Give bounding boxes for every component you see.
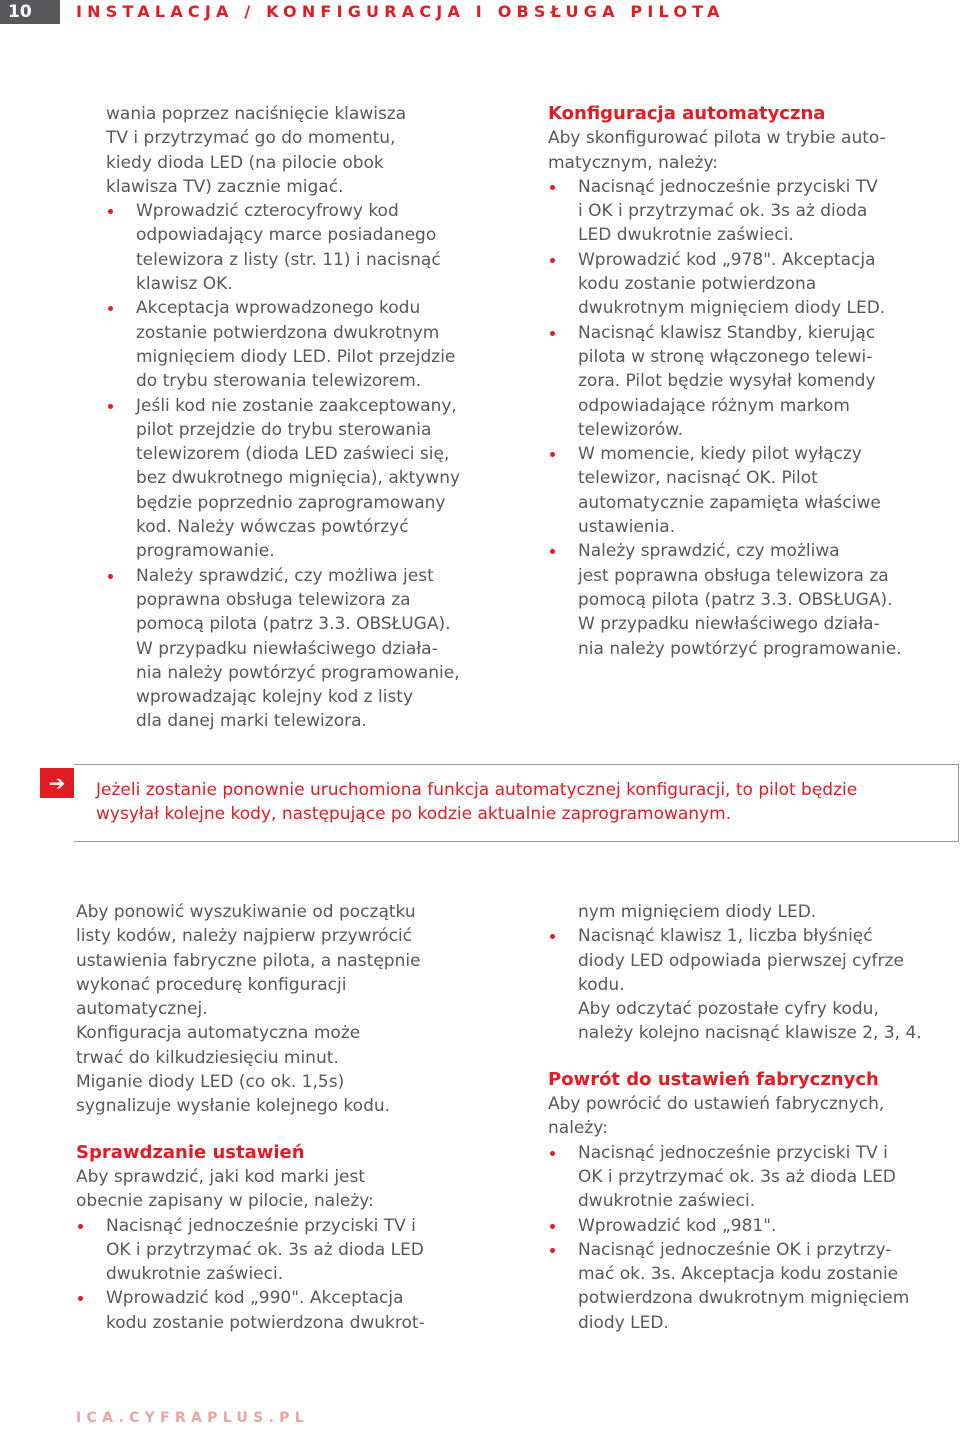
text-line: klawisza TV) zacznie migać.: [106, 176, 344, 197]
text-line: TV i przytrzymać go do momentu,: [106, 128, 396, 149]
arrow-right-icon: ➔: [40, 768, 74, 798]
bullet-list: [548, 1141, 960, 1335]
text-line: zora. Pilot będzie wysyłał komendy: [578, 371, 876, 392]
top-right-column: [548, 102, 958, 661]
bullet-list: [548, 924, 960, 1045]
text-line: wykonać procedurę konfiguracji: [76, 974, 347, 995]
text-line: i OK i przytrzymać ok. 3s aż dioda: [578, 201, 868, 222]
text-line: Nacisnąć klawisz 1, liczba błyśnięć: [578, 926, 873, 947]
note-text: [96, 778, 956, 827]
text-line: nym mignięciem diody LED.: [578, 902, 817, 922]
text-line: ustawienia fabryczne pilota, a następnie: [76, 950, 421, 971]
text-line: Konfiguracja automatyczna może: [76, 1023, 361, 1044]
text-line: mać ok. 3s. Akceptacja kodu zostanie: [578, 1264, 899, 1285]
text-line: Jeżeli zostanie ponownie uruchomiona funkcja automatycznej konfiguracji, to pilot będzie: [96, 780, 858, 800]
text-line: wysyłał kolejne kody, następujące po kodzie aktualnie zaprogramowanym.: [96, 804, 732, 825]
text-line: Wprowadzić kod „978". Akceptacja: [578, 249, 876, 270]
text-line: pilot przejdzie do trybu sterowania: [136, 419, 432, 440]
lead-paragraph: [106, 102, 516, 199]
paragraph-duration: [76, 1021, 496, 1070]
text-line: odpowiadające różnym markom: [578, 395, 850, 416]
list-item: [106, 564, 516, 734]
text-line: kod. Należy wówczas powtórzyć: [136, 517, 409, 538]
text-line: jest poprawna obsługa telewizora za: [578, 565, 889, 586]
text-line: dwukrotnym mignięciem diody LED.: [578, 298, 886, 319]
list-item: [548, 539, 958, 660]
text-line: do trybu sterowania telewizorem.: [136, 371, 422, 392]
text-line: Aby odczytać pozostałe cyfry kodu,: [578, 999, 879, 1020]
text-line: listy kodów, należy najpierw przywrócić: [76, 926, 413, 947]
text-line: trwać do kilkudziesięciu minut.: [76, 1047, 339, 1068]
text-line: odpowiadający marce posiadanego: [136, 225, 437, 246]
text-line: Aby skonfigurować pilota w trybie auto-: [548, 128, 886, 149]
text-line: telewizorem (dioda LED zaświeci się,: [136, 444, 450, 465]
text-line: telewizorów.: [578, 419, 684, 440]
text-line: Należy sprawdzić, czy możliwa: [578, 541, 840, 562]
list-item: [76, 1286, 496, 1335]
text-line: dwukrotnie zaświeci.: [578, 1191, 756, 1212]
text-line: potwierdzona dwukrotnym mignięciem: [578, 1288, 910, 1309]
text-line: wania poprzez naciśnięcie klawisza: [106, 104, 407, 124]
text-line: pomocą pilota (patrz 3.3. OBSŁUGA).: [136, 614, 451, 635]
text-line: Nacisnąć klawisz Standby, kierując: [578, 322, 876, 343]
text-line: Akceptacja wprowadzonego kodu: [136, 298, 421, 319]
text-line: dla danej marki telewizora.: [136, 711, 367, 732]
text-line: W przypadku niewłaściwego działa-: [136, 638, 438, 659]
continuation-text: [548, 900, 960, 924]
paragraph-restart: [76, 900, 496, 1021]
text-line: W przypadku niewłaściwego działa-: [578, 614, 880, 635]
text-line: sygnalizuje wysłanie kolejnego kodu.: [76, 1096, 391, 1117]
text-line: Nacisnąć jednocześnie przyciski TV i: [578, 1142, 888, 1163]
text-line: Wprowadzić kod „981".: [578, 1215, 777, 1236]
text-line: kodu zostanie potwierdzona dwukrot-: [106, 1312, 425, 1333]
text-line: pilota w stronę włączonego telewi-: [578, 346, 873, 367]
text-line: Nacisnąć jednocześnie przyciski TV i: [106, 1215, 416, 1236]
heading-factory-reset: Powrót do ustawień fabrycznych: [548, 1068, 879, 1090]
text-line: matycznym, należy:: [548, 152, 719, 173]
list-item: [106, 394, 516, 564]
text-line: LED dwukrotnie zaświeci.: [578, 225, 794, 246]
intro-paragraph: [548, 1092, 960, 1141]
bullet-list: [548, 175, 958, 661]
text-line: klawisz OK.: [136, 274, 233, 295]
text-line: będzie poprzednio zaprogramowany: [136, 492, 446, 513]
list-item: [548, 1238, 960, 1335]
text-line: Aby sprawdzić, jaki kod marki jest: [76, 1166, 366, 1187]
top-left-column: [106, 102, 516, 734]
list-item: [548, 442, 958, 539]
list-item: [106, 199, 516, 296]
text-line: ustawienia.: [578, 517, 676, 538]
intro-paragraph: [76, 1165, 496, 1214]
heading-auto-config: Konfiguracja automatyczna: [548, 103, 826, 124]
list-item: [76, 1214, 496, 1287]
text-line: pomocą pilota (patrz 3.3. OBSŁUGA).: [578, 589, 893, 610]
text-line: Wprowadzić czterocyfrowy kod: [136, 201, 399, 222]
text-line: nia należy powtórzyć programowanie.: [578, 638, 902, 659]
page-number: 10: [0, 0, 60, 24]
list-item: [548, 1141, 960, 1214]
text-line: należy:: [548, 1118, 608, 1139]
text-line: kodu.: [578, 974, 625, 995]
list-item: [548, 924, 960, 1045]
text-line: dwukrotnie zaświeci.: [106, 1264, 284, 1285]
list-item: [548, 321, 958, 442]
paragraph-blinking: [76, 1070, 496, 1119]
bullet-list: [106, 199, 516, 734]
bottom-right-column: [548, 900, 960, 1335]
footer-url: ICA.CYFRAPLUS.PL: [76, 1410, 309, 1426]
text-line: poprawna obsługa telewizora za: [136, 589, 411, 610]
list-item: [106, 296, 516, 393]
text-line: Wprowadzić kod „990". Akceptacja: [106, 1288, 404, 1309]
text-line: diody LED odpowiada pierwszej cyfrze: [578, 950, 904, 971]
text-line: obecnie zapisany w pilocie, należy:: [76, 1191, 374, 1212]
bullet-list: [76, 1214, 496, 1335]
text-line: automatycznej.: [76, 999, 208, 1020]
list-item: [548, 1214, 960, 1238]
text-line: mignięciem diody LED. Pilot przejdzie: [136, 346, 456, 367]
text-line: telewizor, nacisnąć OK. Pilot: [578, 468, 818, 489]
text-line: kodu zostanie potwierdzona: [578, 274, 817, 295]
text-line: nia należy powtórzyć programowanie,: [136, 662, 460, 683]
section-title: INSTALACJA / KONFIGURACJA I OBSŁUGA PILOTA: [76, 2, 725, 21]
text-line: diody LED.: [578, 1312, 669, 1333]
text-line: W momencie, kiedy pilot wyłączy: [578, 444, 862, 465]
text-line: automatycznie zapamięta właściwe: [578, 492, 881, 513]
text-line: Nacisnąć jednocześnie OK i przytrzy-: [578, 1239, 892, 1260]
text-line: Należy sprawdzić, czy możliwa jest: [136, 565, 434, 586]
intro-paragraph: [548, 126, 958, 175]
text-line: Jeśli kod nie zostanie zaakceptowany,: [136, 395, 457, 416]
heading-check-settings: Sprawdzanie ustawień: [76, 1141, 305, 1163]
text-line: OK i przytrzymać ok. 3s aż dioda LED: [106, 1239, 424, 1260]
text-line: Nacisnąć jednocześnie przyciski TV: [578, 176, 878, 197]
text-line: programowanie.: [136, 541, 275, 562]
list-item: [548, 175, 958, 248]
text-line: telewizora z listy (str. 11) i nacisnąć: [136, 249, 441, 270]
text-line: kiedy dioda LED (na pilocie obok: [106, 152, 384, 173]
text-line: należy kolejno nacisnąć klawisze 2, 3, 4.: [578, 1023, 922, 1044]
text-line: OK i przytrzymać ok. 3s aż dioda LED: [578, 1166, 896, 1187]
text-line: Miganie diody LED (co ok. 1,5s): [76, 1072, 345, 1093]
text-line: zostanie potwierdzona dwukrotnym: [136, 322, 440, 343]
list-item: [548, 248, 958, 321]
text-line: wprowadzając kolejny kod z listy: [136, 687, 414, 708]
text-line: bez dwukrotnego mignięcia), aktywny: [136, 468, 461, 489]
text-line: Aby ponowić wyszukiwanie od początku: [76, 902, 416, 922]
bottom-left-column: [76, 900, 496, 1335]
text-line: Aby powrócić do ustawień fabrycznych,: [548, 1094, 885, 1115]
